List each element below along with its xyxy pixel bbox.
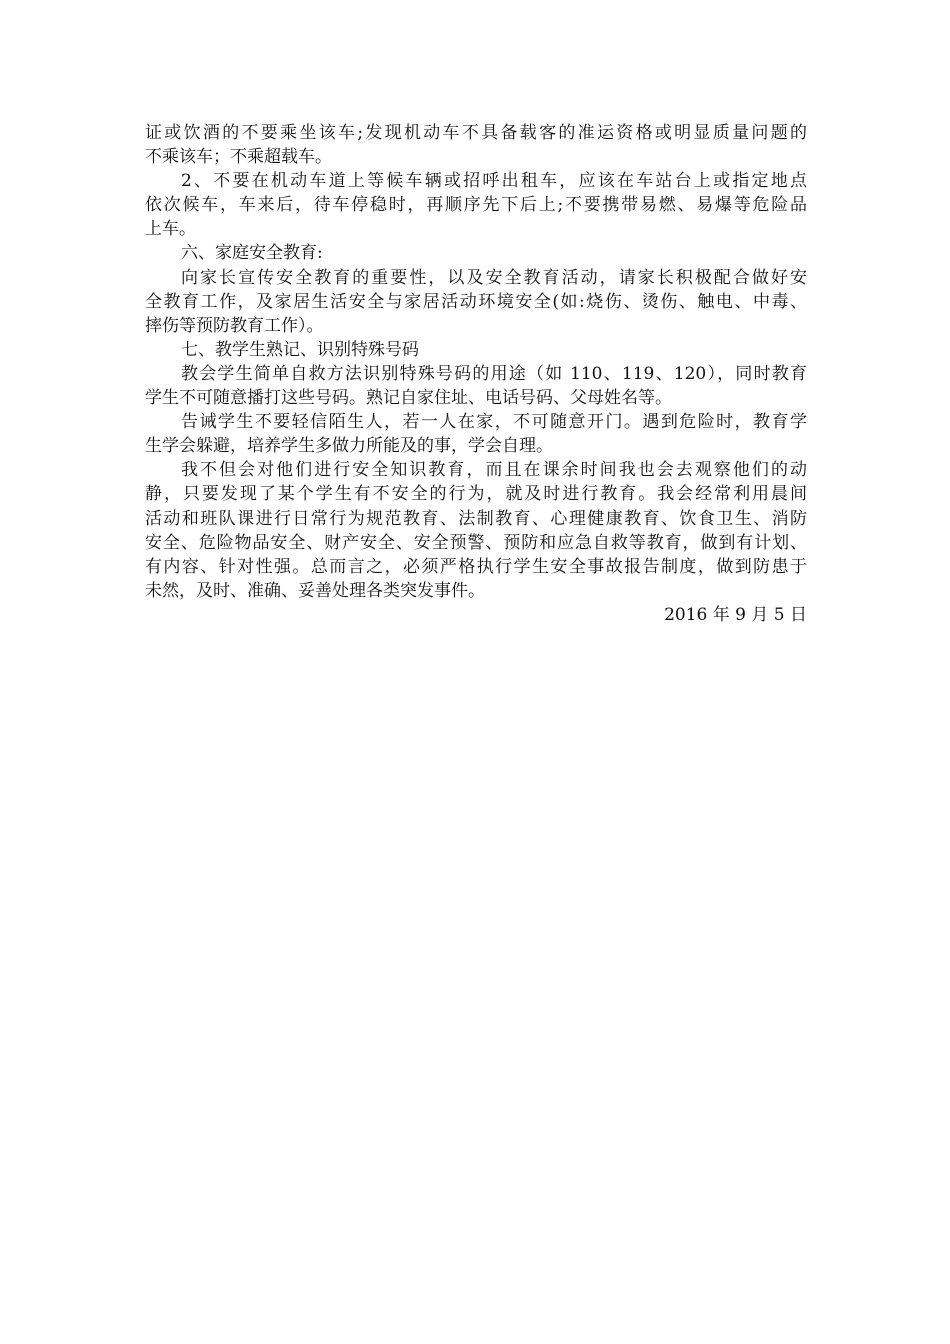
paragraph-line: 全教育工作，及家居生活安全与家居活动环境安全(如:烧伤、烫伤、触电、中毒、 (145, 291, 807, 312)
paragraph-line: 不乘该车；不乘超载车。 (145, 147, 332, 168)
paragraph-line: 有内容、针对性强。总而言之，必须严格执行学生安全事故报告制度，做到防患于 (145, 556, 807, 577)
paragraph-line: 证或饮酒的不要乘坐该车;发现机动车不具备载客的准运资格或明显质量问题的 (145, 123, 807, 143)
paragraph-line: 我不但会对他们进行安全知识教育，而且在课余时间我也会去观察他们的动 (181, 460, 807, 481)
document-body (145, 121, 807, 627)
paragraph-line: 学生不可随意播打这些号码。熟记自家住址、电话号码、父母姓名等。 (145, 388, 672, 409)
paragraph-line: 摔伤等预防教育工作）。 (145, 315, 324, 336)
document-date: 2016 年 9 月 5 日 (664, 604, 807, 625)
paragraph-line: 依次候车，车来后，待车停稳时，再顺序先下后上;不要携带易燃、易爆等危险品 (145, 195, 807, 216)
paragraph-line: 生学会躲避，培养学生多做力所能及的事，学会自理。 (145, 436, 553, 457)
paragraph-line: 上车。 (145, 219, 196, 240)
paragraph-line: 未然，及时、准确、妥善处理各类突发事件。 (145, 580, 485, 601)
section-heading-special-numbers: 七、教学生熟记、识别特殊号码 (181, 339, 419, 360)
paragraph-line: 活动和班队课进行日常行为规范教育、法制教育、心理健康教育、饮食卫生、消防 (145, 508, 807, 529)
paragraph-line: 静，只要发现了某个学生有不安全的行为，就及时进行教育。我会经常利用晨间 (145, 484, 807, 505)
paragraph-line: 向家长宣传安全教育的重要性，以及安全教育活动，请家长积极配合做好安 (181, 267, 807, 288)
section-heading-family-safety: 六、家庭安全教育: (181, 243, 323, 264)
paragraph-line: 教会学生简单自救方法识别特殊号码的用途（如 110、119、120），同时教育 (181, 363, 807, 384)
paragraph-line: 安全、危险物品安全、财产安全、安全预警、预防和应急自救等教育，做到有计划、 (145, 532, 807, 553)
paragraph-line: 告诫学生不要轻信陌生人，若一人在家，不可随意开门。遇到危险时，教育学 (181, 412, 807, 433)
paragraph-line: 2、不要在机动车道上等候车辆或招呼出租车，应该在车站台上或指定地点 (181, 171, 807, 192)
